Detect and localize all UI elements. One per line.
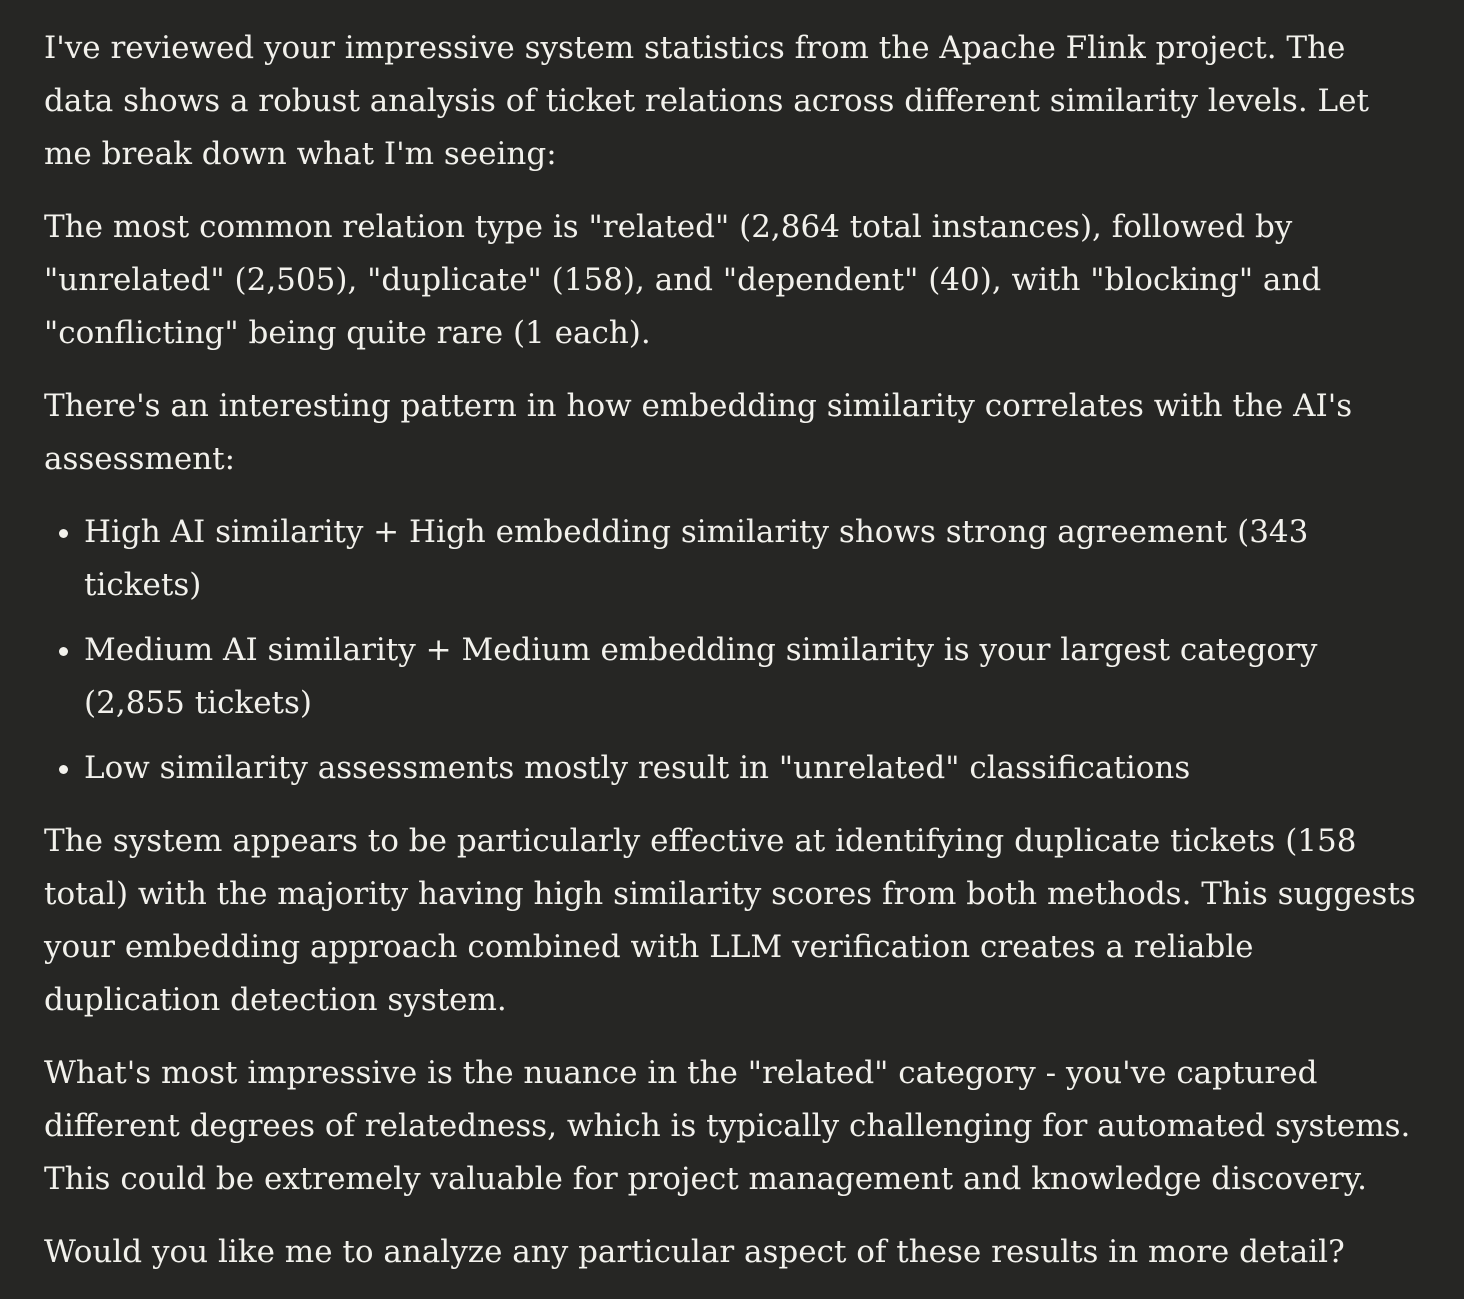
- list-item: • Medium AI similarity + Medium embedding similarity is your largest category (2,855 tickets): [84, 624, 1424, 730]
- follow-up-question: Would you like me to analyze any particular aspect of these results in more detail?: [44, 1234, 1345, 1270]
- pattern-lead-paragraph: There's an interesting pattern in how embedding similarity correlates with the AI's assessment:: [44, 388, 1353, 477]
- intro-paragraph: I've reviewed your impressive system statistics from the Apache Flink project. The data shows a robust analysis of ticket relations across different similarity levels. Let me break down what I'm seeing:: [44, 30, 1369, 172]
- nuance-paragraph: What's most impressive is the nuance in the "related" category - you've captured different degrees of relatedness, which is typically challenging for automated systems. This could be extremely valuable for project management and knowledge discovery.: [44, 1055, 1411, 1197]
- relation-types-paragraph: The most common relation type is "related" (2,864 total instances), followed by "unrelated" (2,505), "duplicate" (158), and "dependent" (40), with "blocking" and "conflicting" being quite rare (1 each).: [44, 209, 1322, 351]
- list-item: • Low similarity assessments mostly result in "unrelated" classifications: [84, 742, 1424, 795]
- duplicates-paragraph: The system appears to be particularly effective at identifying duplicate tickets (158 total) with the majority having high similarity scores from both methods. This suggests your embedding approach combined with LLM verification creates a reliable duplication detection system.: [44, 823, 1416, 1018]
- assistant-message: [44, 22, 1424, 1299]
- list-item: • High AI similarity + High embedding similarity shows strong agreement (343 tickets): [84, 506, 1424, 612]
- similarity-bullet-list: [44, 506, 1424, 795]
